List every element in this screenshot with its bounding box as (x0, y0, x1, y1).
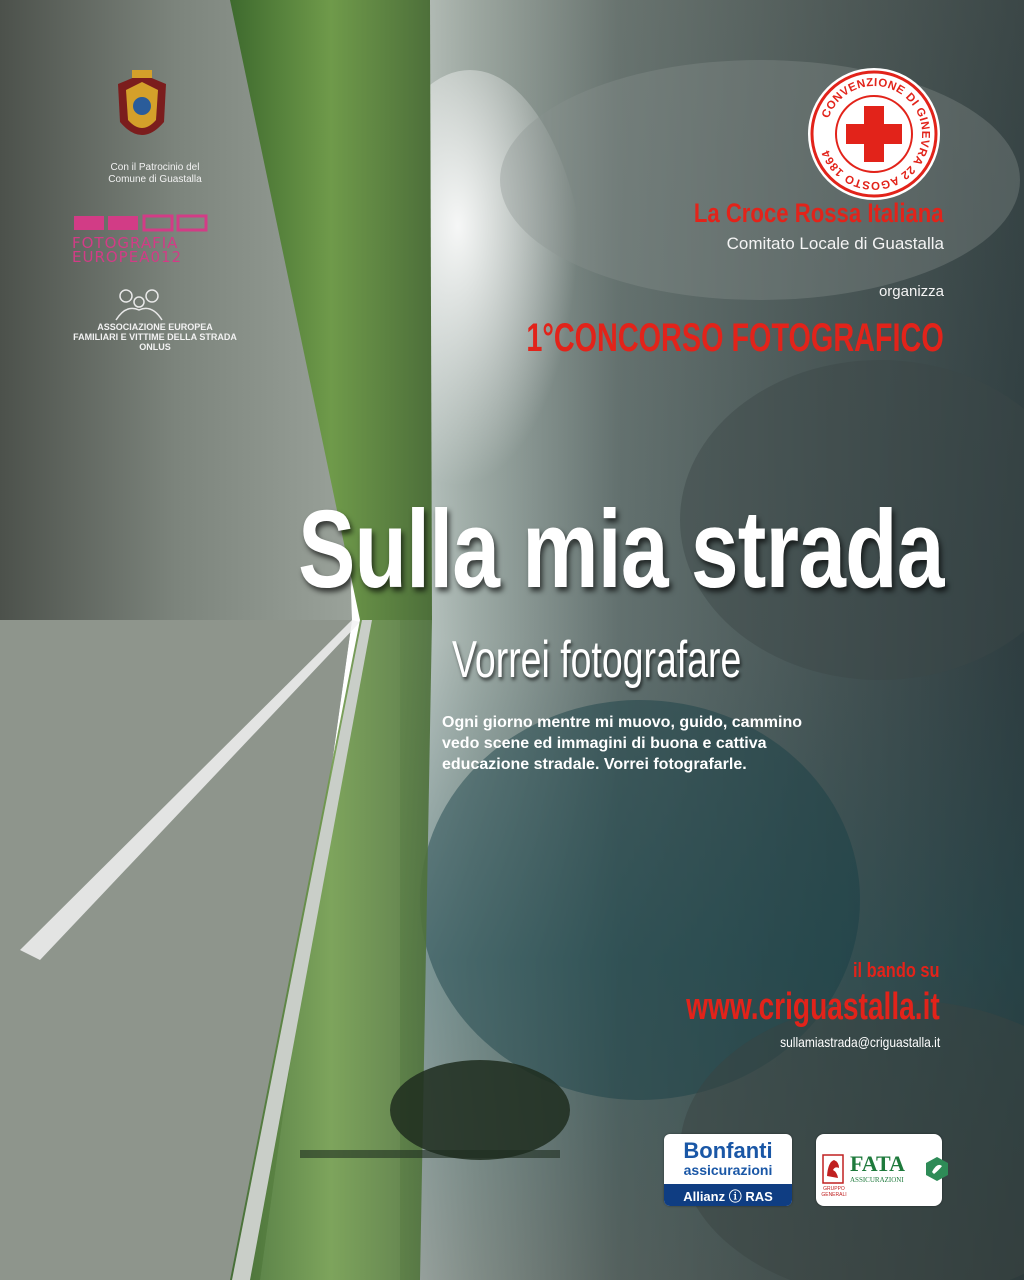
associazione-text (40, 322, 270, 352)
fe-line-1: FOTOGRAFIA (72, 234, 179, 252)
body-line-3: educazione stradale. Vorrei fotografarle. (442, 756, 747, 773)
bonfanti-logo (664, 1134, 792, 1206)
fata-name: FATA (850, 1151, 905, 1176)
body-line-1: Ogni giorno mentre mi muovo, guido, cammino (442, 714, 803, 731)
generali-label: GRUPPO GENERALI (821, 1186, 847, 1198)
headline-subtitle: Vorrei fotografare (452, 631, 742, 689)
patrocinio-text (70, 162, 240, 186)
fotografia-europea-text (72, 236, 182, 264)
allianz-ras-label: Allianz ⓘ RAS (683, 1189, 773, 1204)
red-cross-seal-icon (806, 66, 942, 202)
fata-hexagon-icon (924, 1156, 950, 1182)
guastalla-coat-of-arms-icon (108, 70, 176, 150)
body-line-2: vedo scene ed immagini di buona e cattiva (442, 735, 767, 752)
bonfanti-subtitle: assicurazioni (683, 1162, 773, 1178)
assoc-line-3: ONLUS (139, 342, 171, 352)
assoc-line-2: FAMILIARI E VITTIME DELLA STRADA (73, 332, 237, 342)
email-link[interactable]: sullamiastrada@criguastalla.it (779, 1034, 940, 1050)
organizza-label: organizza (878, 283, 944, 300)
seal-text: CONVENZIONE DI GINEVRA 22 AGOSTO 1864 (820, 76, 932, 192)
bonfanti-name: Bonfanti (683, 1138, 773, 1163)
generali-lion-icon (822, 1154, 844, 1184)
website-link[interactable]: www.criguastalla.it (686, 986, 940, 1028)
fata-subtitle: ASSICURAZIONI (850, 1176, 904, 1184)
headline-body (442, 712, 952, 775)
patrocinio-line-2: Comune di Guastalla (108, 174, 202, 185)
assoc-line-1: ASSOCIAZIONE EUROPEA (97, 322, 213, 332)
associazione-logo-icon (112, 286, 166, 322)
red-cross-committee: Comitato Locale di Guastalla (726, 234, 944, 253)
patrocinio-line-1: Con il Patrocinio del (110, 162, 200, 173)
fotografia-europea-logo-icon (74, 214, 210, 234)
headline-title: Sulla mia strada (298, 488, 944, 611)
bando-label: il bando su (853, 960, 940, 982)
fata-logo (816, 1134, 942, 1206)
fe-line-2: EUROPEA012 (72, 248, 183, 266)
red-cross-name: La Croce Rossa Italiana (694, 198, 944, 228)
contest-title: 1°CONCORSO FOTOGRAFICO (526, 316, 944, 360)
